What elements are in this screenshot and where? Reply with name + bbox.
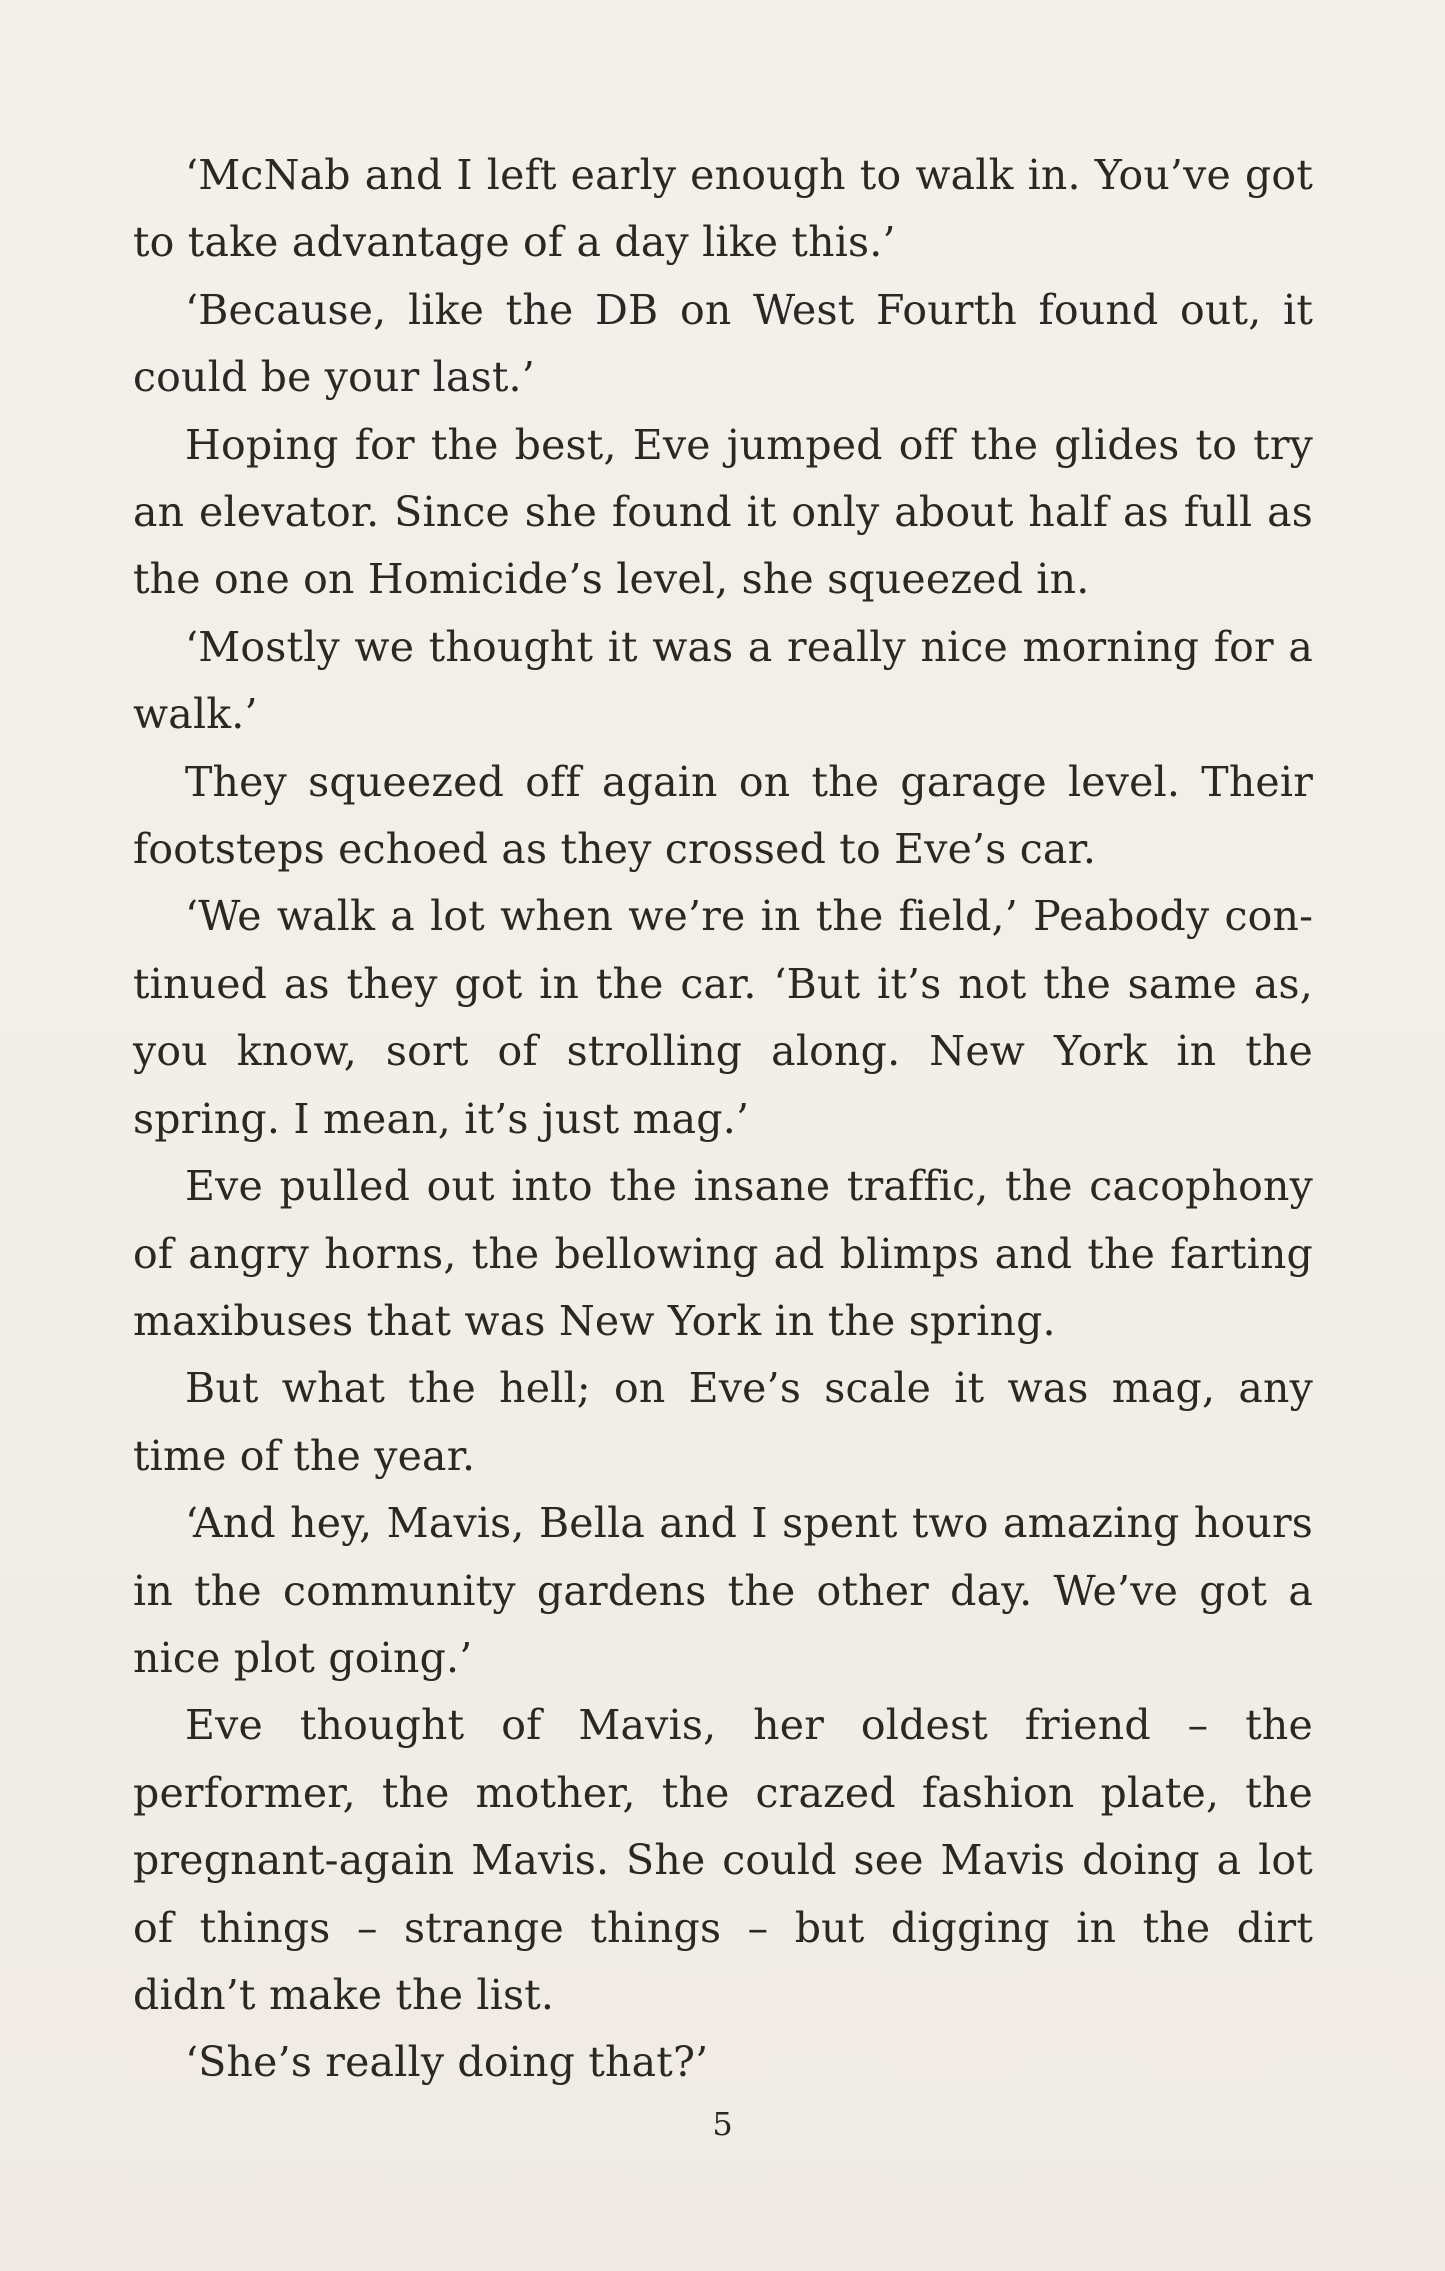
paragraph: They squeezed off again on the garage level. Their footsteps echoed as they crossed to Eve’s car.: [133, 757, 1313, 874]
paragraph: Hoping for the best, Eve jumped off the glides to try an elevator. Since she found it only about half as full as the one on Homicide’s level, she squeezed in.: [133, 420, 1313, 604]
paragraph: Eve pulled out into the insane traffic, the cacophony of angry horns, the bellowing ad blimps and the farting maxibuses that was New York in the spring.: [133, 1162, 1313, 1345]
paragraph: ‘Mostly we thought it was a really nice morning for a walk.’: [133, 622, 1313, 739]
paragraph: ‘Because, like the DB on West Fourth found out, it could be your last.’: [133, 285, 1313, 402]
paragraph: ‘And hey, Mavis, Bella and I spent two amazing hours in the community gardens the other day. We’ve got a nice plot going.’: [133, 1499, 1313, 1682]
page-number: 5: [712, 2105, 733, 2143]
paragraph: Eve thought of Mavis, her oldest friend – the performer, the mother, the crazed fashion plate, the pregnant-again Mavis. She could see Mavis doing a lot of things – strange things – but digging in the dirt didn’t make the list.: [133, 1701, 1313, 2019]
body-text: [133, 142, 1313, 2097]
paragraph: But what the hell; on Eve’s scale it was mag, any time of the year.: [133, 1364, 1313, 1480]
paragraph: ‘McNab and I left early enough to walk in. You’ve got to take advantage of a day like this.’: [133, 151, 1313, 267]
paragraph: ‘She’s really doing that?’: [185, 2038, 709, 2087]
paragraph: ‘We walk a lot when we’re in the field,’ Peabody continued as they got in the car. ‘But it’s not the same as, you know, sort of strolling along. New York in the spring. I mean, it’s just mag.’: [133, 892, 1313, 1143]
